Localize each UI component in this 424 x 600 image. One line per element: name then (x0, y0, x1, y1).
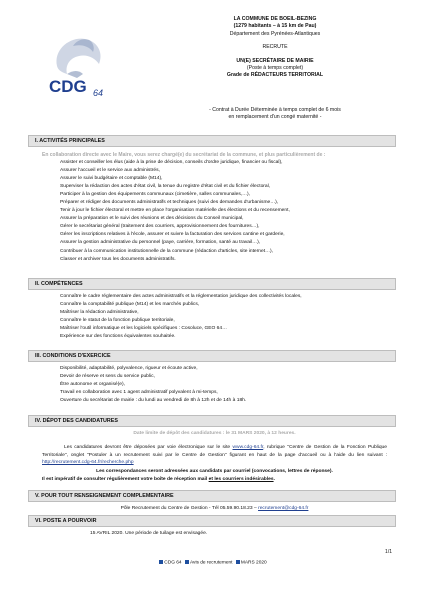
list-item: - Tenir à jour le fichier électoral et mettre en place l'organisation matérielle des élections et du recensement, (60, 207, 390, 215)
list-item: - Assister et conseiller les élus (aide à la prise de décision, conseils d'ordre juridique, financier ou fiscal), (60, 159, 390, 167)
list-item: - Expérience sur des fonctions équivalentes souhaitée. (60, 333, 390, 341)
renseignement-text (42, 505, 387, 513)
imperatif-text-b: et les courriers indésirables (208, 477, 274, 482)
list-item: - Assurer le suivi budgétaire et comptable (M14), (60, 175, 390, 183)
list-item: - Ouverture du secrétariat de mairie : du lundi au vendredi de 8h à 12h et de 14h à 18h. (60, 397, 390, 405)
footer-org: CDG 64 (164, 560, 182, 566)
candidatures-text-a: Les candidatures devront être déposées par voie électronique sur le site (64, 445, 231, 450)
footer-doc-type: Avis de recrutement (189, 560, 233, 566)
candidatures-paragraph (42, 444, 387, 467)
recrutement-email-link[interactable]: recrutement@cdg-64.fr (258, 506, 309, 511)
list-item: - Contribuer à la communication institutionnelle de la commune (rédaction d'articles, site internet…), (60, 248, 390, 256)
correspondances-text: Les correspondances seront adressées aux candidats par courriel (convocations, lettres de réponse). (96, 469, 333, 474)
list-item: - Maîtriser l'outil informatique et les logiciels spécifiques : Cosoluce, GEO 64… (60, 325, 390, 333)
list-item: - Superviser la rédaction des actes d'état civil, la tenue du registre d'état civil et du fichier électoral, (60, 183, 390, 191)
cdg64-logo (43, 30, 123, 100)
poste-temps: (Poste à temps complet) (246, 64, 304, 71)
list-item: - Assurer la gestion administrative du personnel (paye, carrière, formation, santé au travail…), (60, 239, 390, 247)
list-item: - Participer à la gestion des équipements communaux (cimetière, salles communales,…), (60, 191, 390, 199)
departement: Département des Pyrénées-Atlantiques (229, 30, 321, 37)
section-competences-heading: II. COMPÉTENCES (28, 278, 396, 290)
list-item: - Assurer l'accueil et le service aux administrés, (60, 167, 390, 175)
section-activites-heading: I. ACTIVITÉS PRINCIPALES (28, 135, 396, 147)
activites-list (60, 159, 390, 264)
footer-square-icon (185, 560, 189, 564)
activites-intro: En collaboration directe avec le Maire, vous serez chargé(e) du secrétariat de la commune, et plus particulièrement de : (42, 152, 326, 158)
footer-date: MARS 2020 (240, 560, 267, 566)
cdg-site-link[interactable]: www.cdg-64.fr (232, 445, 264, 450)
deadline-text: Date limite de dépôt des candidatures : le 31 MARS 2020, à 12 heures. (133, 431, 296, 436)
section-renseignement-heading: V. POUR TOUT RENSEIGNEMENT COMPLEMENTAIRE (28, 490, 396, 502)
list-item: - Assurer la préparation et le suivi des réunions et des décisions du Conseil municipal, (60, 215, 390, 223)
imperatif-text-a: Il est impératif de consulter régulièrement votre boîte de réception mail (42, 477, 208, 482)
section-conditions-heading: III. CONDITIONS D'EXERCICE (28, 350, 396, 362)
list-item: - Être autonome et organisé(e), (60, 381, 390, 389)
poste-date-text: 15 AVRIL 2020. Une période de tuilage est envisagée. (90, 531, 208, 536)
footer-square-icon (236, 560, 240, 564)
list-item: - Travail en collaboration avec 1 agent administratif polyvalent à mi-temps, (60, 389, 390, 397)
section-poste-heading: VI. POSTE A POURVOIR (28, 515, 396, 527)
list-item: - Connaître la comptabilité publique (M14) et les marchés publics, (60, 301, 390, 309)
contract-block (150, 107, 400, 122)
page-number: 1/1 (385, 549, 392, 555)
list-item: - Disponibilité, adaptabilité, polyvalence, rigueur et écoute active, (60, 365, 390, 373)
commune-name: LA COMMUNE DE BOEIL-BEZING (233, 16, 317, 22)
list-item: - Préparer et rédiger des documents administratifs et techniques (suivi des demandes d'urbanisme…), (60, 199, 390, 207)
list-item: - Gérer les inscriptions relatives à l'école, assurer et suivre la facturation des services cantine et garderie, (60, 231, 390, 239)
list-item: - Devoir de réserve et sens du service public, (60, 373, 390, 381)
footer-square-icon (159, 560, 163, 564)
contract-line1: - Contrat à Durée Déterminée à temps complet de 6 mois (209, 107, 341, 113)
poste-grade: Grade de RÉDACTEURS TERRITORIAL (226, 72, 324, 79)
candidatures-text-b: , rubrique "Centre de Gestion de la Fonction Publique Territoriale", onglet "Postuler à un recrutement suivi par le Centre de Gestion" figurant en haut de la page d'accueil ou à l'aide du lien suivant : (42, 445, 388, 458)
contract-line2: en remplacement d'un congé maternité - (228, 114, 322, 121)
conditions-list (60, 365, 390, 405)
logo-text: CDG (49, 77, 87, 96)
renseignement-contact: Pôle Recrutement du Centre de Gestion - Tél 05.59.90.18.23 – (120, 506, 257, 511)
list-item: - Connaître le cadre réglementaire des actes administratifs et la réglementation juridique des collectivités locales, (60, 293, 390, 301)
recrutement-link[interactable]: http://recrutement.cdg-64.fr/recherche.php (42, 460, 134, 466)
list-item: - Maîtriser la rédaction administrative, (60, 309, 390, 317)
list-item: - Gérer le secrétariat général (traitement des courriers, approvisionnement des fournitures…), (60, 223, 390, 231)
footer (0, 560, 424, 567)
recrute-label: RECRUTE (262, 44, 288, 51)
list-item: - Classer et archiver tous les documents administratifs. (60, 256, 390, 264)
poste-title: UN(E) SECRÉTAIRE DE MAIRIE (236, 57, 314, 64)
header-block (210, 16, 340, 86)
imperatif-text (42, 476, 387, 484)
logo-sub-text: 64 (93, 88, 104, 98)
list-item: - Connaître le statut de la fonction publique territoriale, (60, 317, 390, 325)
competences-list (60, 293, 390, 341)
imperatif-text-c: . (273, 477, 275, 482)
section-candidatures-heading: IV. DÉPOT DES CANDIDATURES (28, 415, 396, 427)
commune-info: (1279 habitants – à 15 km de Pau) (233, 23, 317, 30)
